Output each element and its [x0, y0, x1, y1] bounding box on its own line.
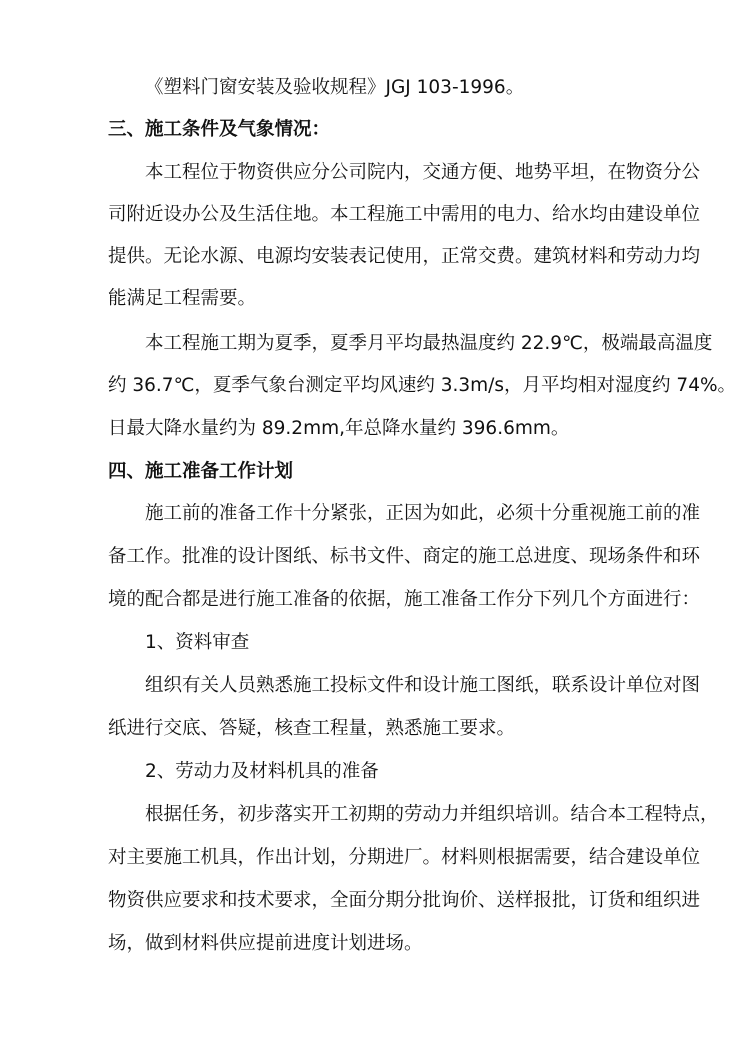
paragraph-line: 提供。无论水源、电源均安装表记使用，正常交费。建筑材料和劳动力均: [108, 246, 701, 267]
paragraph-line: 纸进行交底、答疑，核查工程量，熟悉施工要求。: [108, 718, 516, 739]
paragraph-line: 司附近设办公及生活住地。本工程施工中需用的电力、给水均由建设单位: [108, 204, 701, 225]
section-heading: 三、施工条件及气象情况：: [108, 119, 331, 140]
subsection-heading: 1、资料审查: [145, 632, 250, 653]
section-heading: 四、施工准备工作计划: [108, 461, 294, 482]
paragraph-line: 约 36.7℃，夏季气象台测定平均风速约 3.3m/s，月平均相对湿度约 74%。: [108, 375, 737, 396]
paragraph-line: 物资供应要求和技术要求，全面分期分批询价、送样报批，订货和组织进: [108, 890, 701, 911]
paragraph-line: 备工作。批准的设计图纸、标书文件、商定的施工总进度、现场条件和环: [108, 546, 701, 567]
paragraph-line: 组织有关人员熟悉施工投标文件和设计施工图纸，联系设计单位对图: [145, 675, 701, 696]
paragraph-line: 《塑料门窗安装及验收规程》JGJ 103-1996。: [145, 77, 525, 98]
paragraph-line: 根据任务，初步落实开工初期的劳动力并组织培训。结合本工程特点，: [145, 804, 719, 825]
paragraph-line: 日最大降水量约为 89.2mm,年总降水量约 396.6mm。: [108, 418, 570, 439]
paragraph-line: 对主要施工机具，作出计划，分期进厂。材料则根据需要，结合建设单位: [108, 847, 701, 868]
paragraph-line: 境的配合都是进行施工准备的依据，施工准备工作分下列几个方面进行：: [108, 589, 701, 610]
paragraph-line: 本工程施工期为夏季，夏季月平均最热温度约 22.9℃，极端最高温度: [145, 333, 713, 354]
paragraph-line: 施工前的准备工作十分紧张，正因为如此，必须十分重视施工前的准: [145, 503, 701, 524]
paragraph-line: 本工程位于物资供应分公司院内，交通方便、地势平坦，在物资分公: [145, 162, 701, 183]
paragraph-line: 能满足工程需要。: [108, 288, 257, 309]
subsection-heading: 2、劳动力及材料机具的准备: [145, 761, 379, 782]
paragraph-line: 场，做到材料供应提前进度计划进场。: [108, 933, 423, 954]
